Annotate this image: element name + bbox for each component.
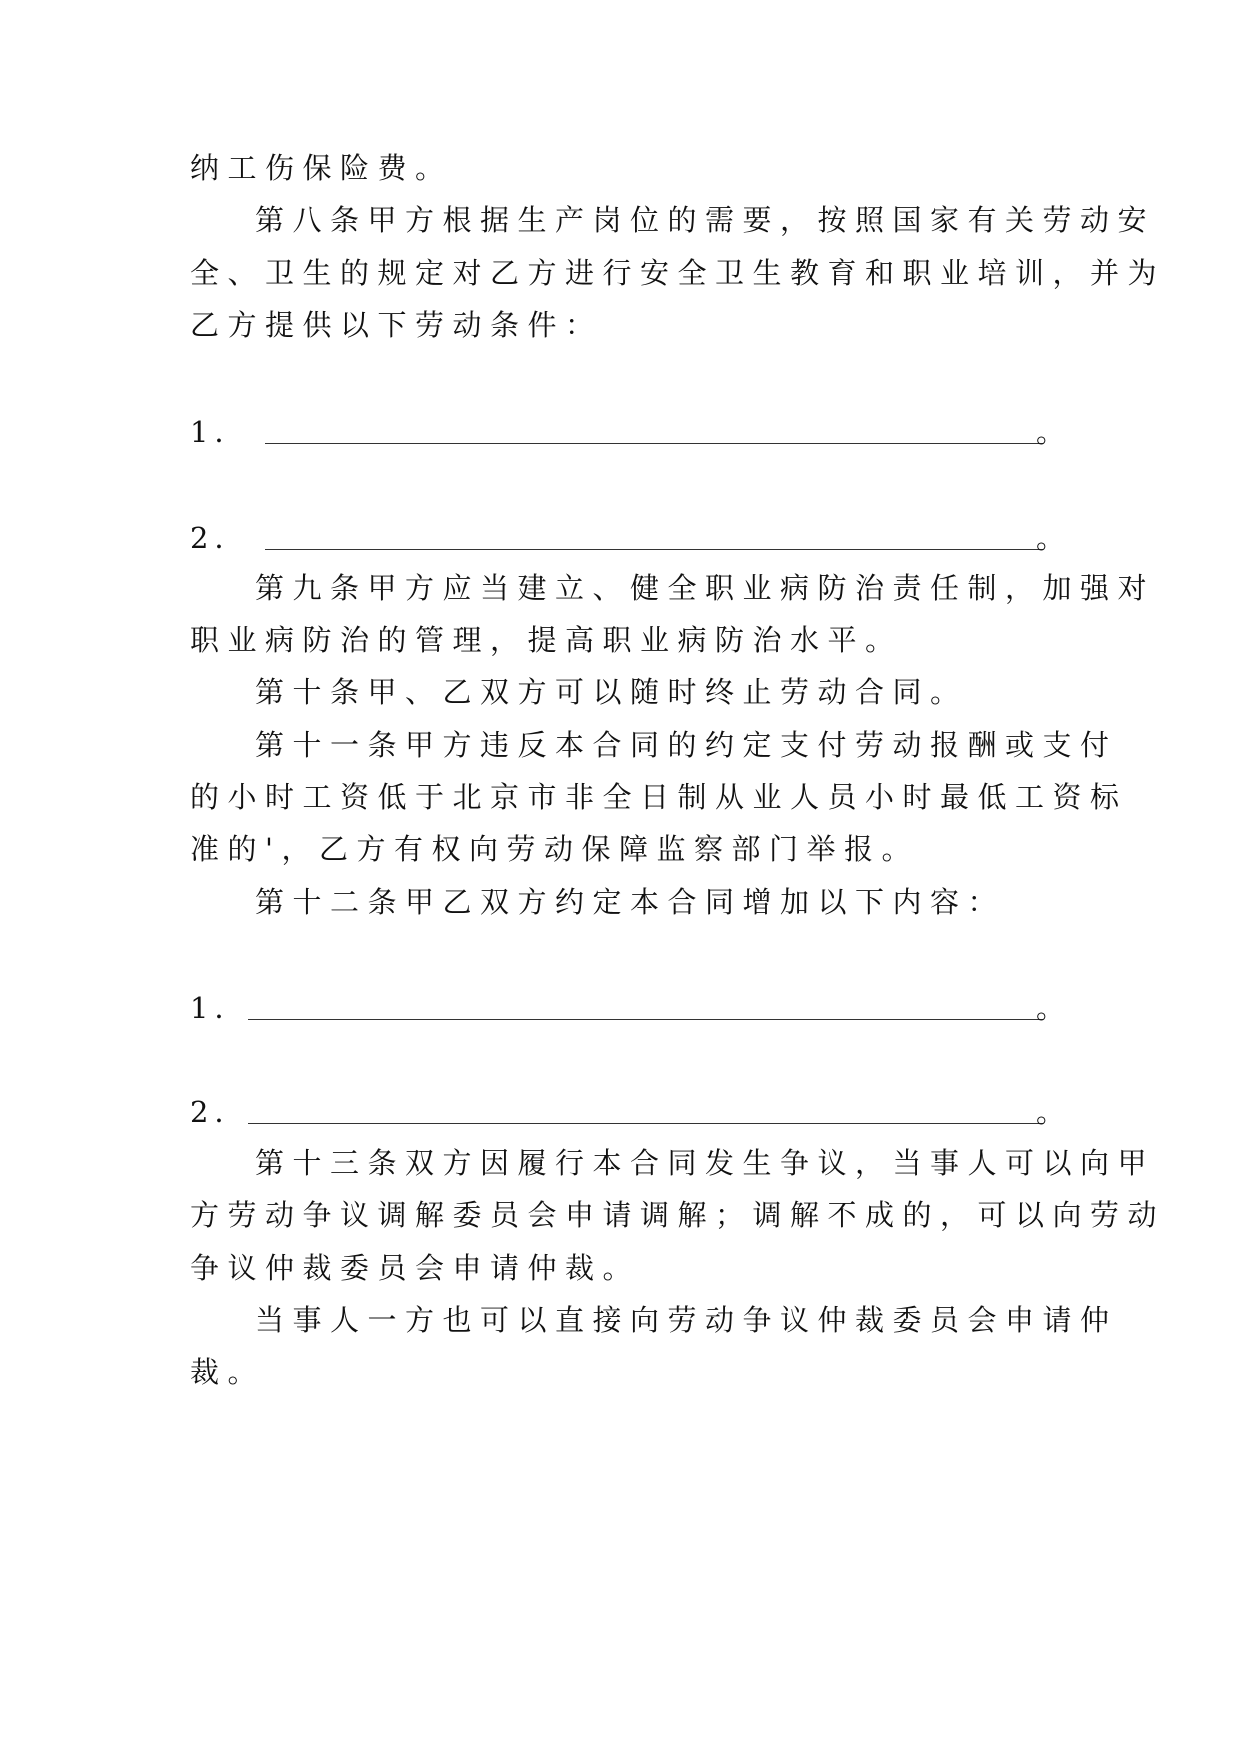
article-13-line-3: 争议仲裁委员会申请仲裁。 — [190, 1251, 641, 1285]
blank-end-mark: 。 — [1035, 521, 1065, 555]
article-12-line: 第十二条甲乙双方约定本合同增加以下内容： — [255, 885, 1006, 919]
fill-in-underline — [265, 443, 1043, 444]
blank-number: 1． — [190, 991, 250, 1025]
blank-item-8-1 — [190, 412, 1065, 452]
article-13-line-2: 方劳动争议调解委员会申请调解；调解不成的，可以向劳动 — [190, 1198, 1166, 1232]
blank-number: 1． — [190, 415, 250, 449]
fill-in-underline — [265, 549, 1043, 550]
fill-in-underline — [248, 1019, 1043, 1020]
article-8-line-1: 第八条甲方根据生产岗位的需要，按照国家有关劳动安 — [255, 203, 1156, 237]
blank-number: 2． — [190, 1095, 250, 1129]
blank-item-12-1 — [190, 988, 1065, 1028]
article-13-line-1: 第十三条双方因履行本合同发生争议，当事人可以向甲 — [255, 1146, 1156, 1180]
article-13-line-4: 当事人一方也可以直接向劳动争议仲裁委员会申请仲 — [255, 1303, 1118, 1337]
blank-number: 2． — [190, 521, 250, 555]
article-10-line: 第十条甲、乙双方可以随时终止劳动合同。 — [255, 675, 968, 709]
blank-end-mark: 。 — [1035, 1095, 1065, 1129]
article-13-line-5: 裁。 — [190, 1355, 266, 1389]
blank-end-mark: 。 — [1035, 991, 1065, 1025]
article-11-line-3: 准的'，乙方有权向劳动保障监察部门举报。 — [190, 832, 919, 866]
blank-item-8-2 — [190, 518, 1065, 558]
article-11-line-2: 的小时工资低于北京市非全日制从业人员小时最低工资标 — [190, 780, 1128, 814]
fill-in-underline — [248, 1123, 1043, 1124]
text-line: 纳工伤保险费。 — [190, 151, 453, 185]
article-9-line-2: 职业病防治的管理，提高职业病防治水平。 — [190, 623, 903, 657]
article-8-line-2: 全、卫生的规定对乙方进行安全卫生教育和职业培训，并为 — [190, 256, 1166, 290]
article-9-line-1: 第九条甲方应当建立、健全职业病防治责任制，加强对 — [255, 571, 1156, 605]
article-8-line-3: 乙方提供以下劳动条件： — [190, 308, 603, 342]
article-11-line-1: 第十一条甲方违反本合同的约定支付劳动报酬或支付 — [255, 728, 1118, 762]
blank-end-mark: 。 — [1035, 415, 1065, 449]
blank-item-12-2 — [190, 1092, 1065, 1132]
